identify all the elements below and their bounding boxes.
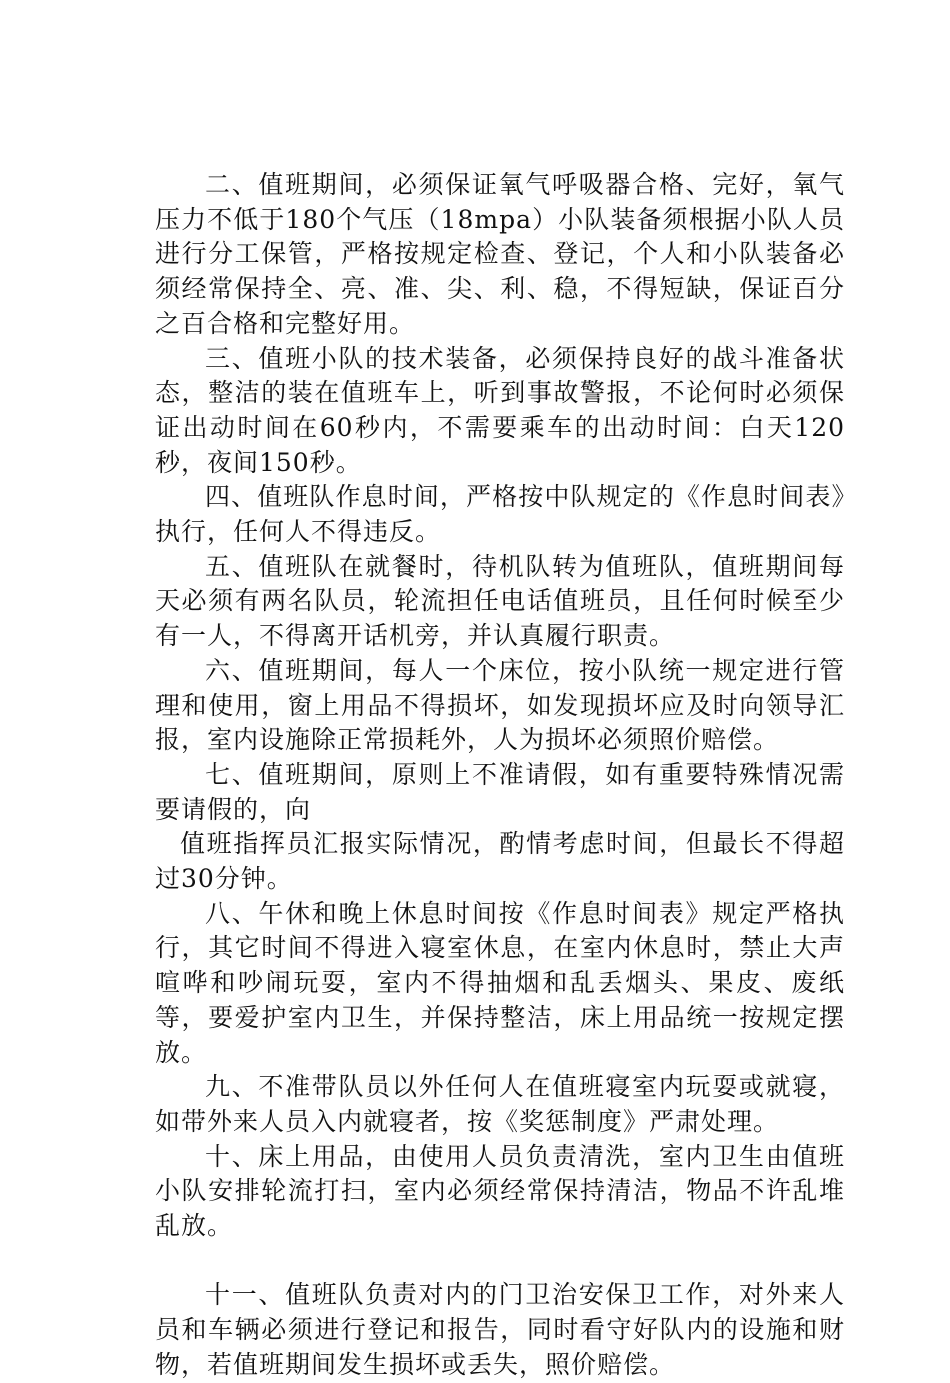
paragraph-3: 三、值班小队的技术装备，必须保持良好的战斗准备状态，整洁的装在值班车上，听到事故警报，不论何时必须保证出动时间在60秒内，不需要乘车的出动时间：白天120秒，夜间150秒。	[155, 343, 845, 477]
paragraph-11: 十一、值班队负责对内的门卫治安保卫工作，对外来人员和车辆必须进行登记和报告，同时看守好队内的设施和财物，若值班期间发生损坏或丢失，照价赔偿。	[155, 1280, 845, 1379]
paragraph-2: 二、值班期间，必须保证氧气呼吸器合格、完好，氧气压力不低于180个气压（18mpa）小队装备须根据小队人员进行分工保管，严格按规定检查、登记，个人和小队装备必须经常保持全、亮、准、尖、利、稳，不得短缺，保证百分之百合格和完整好用。	[155, 170, 845, 338]
paragraph-5: 五、值班队在就餐时，待机队转为值班队，值班期间每天必须有两名队员，轮流担任电话值班员，且任何时候至少有一人，不得离开话机旁，并认真履行职责。	[155, 551, 845, 651]
paragraph-4: 四、值班队作息时间，严格按中队规定的《作息时间表》执行，任何人不得违反。	[155, 482, 845, 547]
document-body	[155, 168, 845, 1383]
paragraph-9: 九、不准带队员以外任何人在值班寝室内玩耍或就寝，如带外来人员入内就寝者，按《奖惩制度》严肃处理。	[155, 1072, 845, 1136]
paragraph-8: 八、午休和晚上休息时间按《作息时间表》规定严格执行，其它时间不得进入寝室休息，在室内休息时，禁止大声喧哗和吵闹玩耍，室内不得抽烟和乱丢烟头、果皮、废纸等，要爱护室内卫生，并保持整洁，床上用品统一按规定摆放。	[155, 898, 845, 1067]
paragraph-6: 六、值班期间，每人一个床位，按小队统一规定进行管理和使用，窗上用品不得损坏，如发现损坏应及时向领导汇报，室内设施除正常损耗外，人为损坏必须照价赔偿。	[155, 655, 845, 755]
paragraph-10: 十、床上用品，由使用人员负责清洗，室内卫生由值班小队安排轮流打扫，室内必须经常保持清洁，物品不许乱堆乱放。	[155, 1141, 845, 1241]
paragraph-spacer	[155, 1244, 845, 1279]
paragraph-7-continued: 值班指挥员汇报实际情况，酌情考虑时间，但最长不得超过30分钟。	[155, 829, 845, 894]
paragraph-7: 七、值班期间，原则上不准请假，如有重要特殊情况需要请假的，向	[155, 759, 845, 824]
